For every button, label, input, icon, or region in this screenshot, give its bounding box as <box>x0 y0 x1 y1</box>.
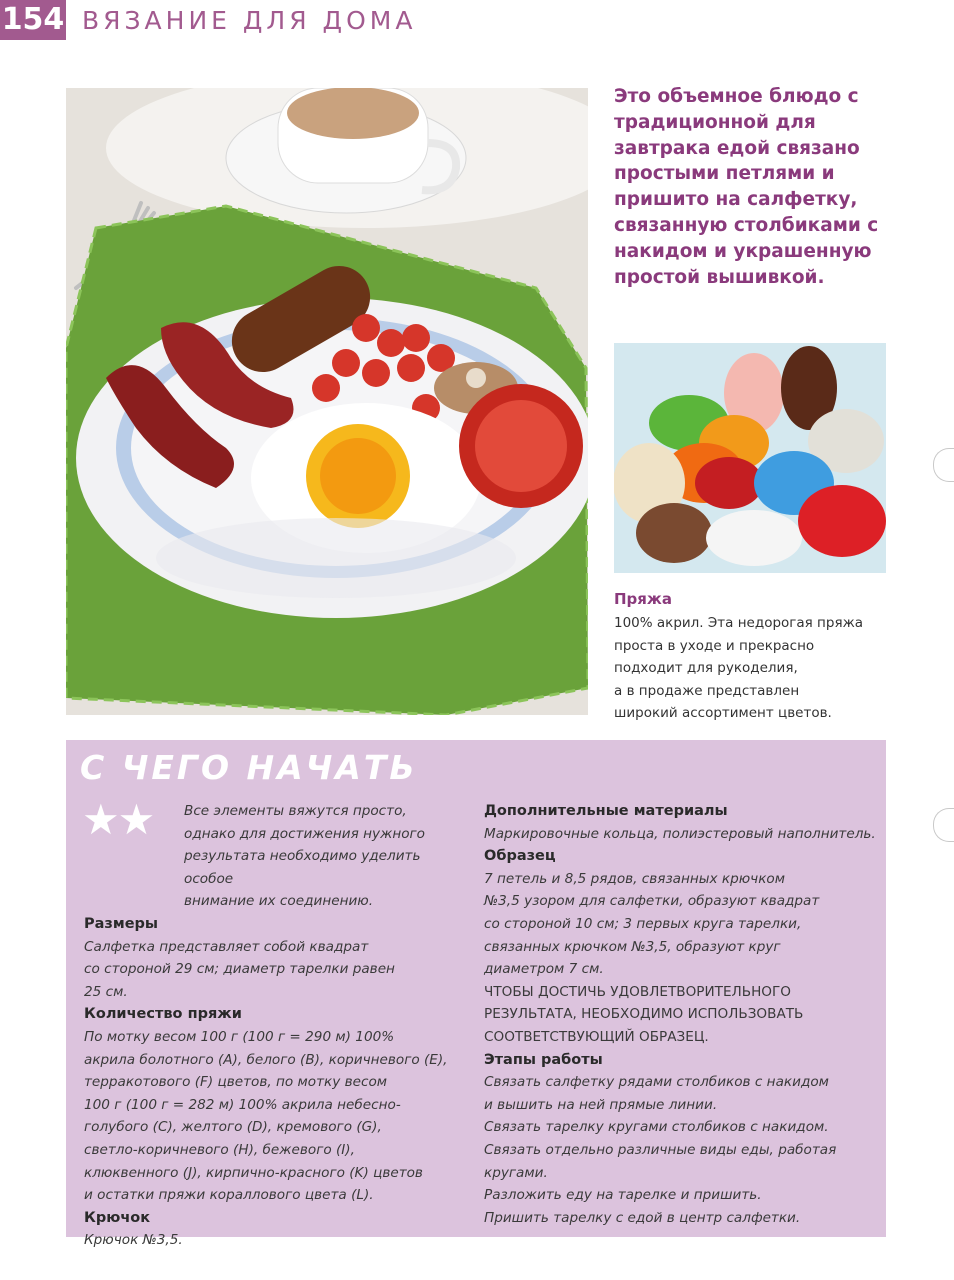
page-number: 154 <box>0 0 66 40</box>
sizes-heading: Размеры <box>84 915 159 932</box>
hook-text: Крючок №3,5. <box>84 1232 183 1249</box>
page-header <box>0 0 954 42</box>
yarn-heading: Пряжа <box>614 590 672 608</box>
yarn-photo <box>614 343 886 573</box>
sizes-text: Салфетка представляет собой квадрат со стороной 29 см; диаметр тарелки равен 25 см. <box>84 938 395 1000</box>
binder-hole <box>933 808 954 842</box>
steps-heading: Этапы работы <box>484 1051 603 1068</box>
section-title: ВЯЗАНИЕ ДЛЯ ДОМА <box>82 6 417 35</box>
gauge-heading: Образец <box>484 848 556 865</box>
breakfast-photo <box>66 88 588 715</box>
intro-text: Это объемное блюдо с традиционной для завтрака едой связано простыми петлями и пришито на салфетку, связанную столбиками с накидом и украшенную простой вышивкой. <box>614 86 879 288</box>
difficulty-text: Все элементы вяжутся просто, однако для достижения нужного результата необходимо уделить особое внимание их соединению. <box>184 803 425 910</box>
steps-text: Связать салфетку рядами столбиков с накидом и вышить на ней прямые линии. Связать тарелку кругами столбиков с накидом. Связать отдельно различные виды еды, работая кругами. Разложить еду на тарелке и пришить. Пришить тарелку с едой в центр салфетки. <box>484 1074 837 1226</box>
gauge-text: 7 петель и 8,5 рядов, связанных крючком №3,5 узором для салфетки, образуют квадрат со стороной 10 см; 3 первых круга тарелки, связанных крючком №3,5, образуют круг диаметром 7 см. <box>484 870 820 978</box>
getting-started-title: С ЧЕГО НАЧАТЬ <box>80 748 418 787</box>
yarn-amount-heading: Количество пряжи <box>84 1006 242 1023</box>
yarn-amount-text: По мотку весом 100 г (100 г = 290 м) 100% акрила болотного (A), белого (B), коричневого (E), терракотового (F) цветов, по мотку весом 100 г (100 г = 282 м) 100% акрила небесно- голубого (C), желтого (D), кремового (G), светло-коричневого (H), бежевого (I), клюквенного (J), кирпично-красного (K) цветов и остатки пряжи кораллового цвета (L). <box>84 1028 448 1204</box>
yarn-description: 100% акрил. Эта недорогая пряжа проста в уходе и прекрасно подходит для рукоделия, а в продаже представлен широкий ассортимент цветов. <box>614 615 864 721</box>
binder-hole <box>933 448 954 482</box>
difficulty-stars-icon: ★★ <box>82 795 154 844</box>
extra-materials-heading: Дополнительные материалы <box>484 803 728 819</box>
left-column <box>82 795 454 1252</box>
extra-materials-text: Маркировочные кольца, полиэстеровый наполнитель. <box>484 825 876 842</box>
gauge-note: ЧТОБЫ ДОСТИЧЬ УДОВЛЕТВОРИТЕЛЬНОГО РЕЗУЛЬТАТА, НЕОБХОДИМО ИСПОЛЬЗОВАТЬ СООТВЕТСТВУЮЩИЙ ОБРАЗЕЦ. <box>484 983 804 1045</box>
right-column <box>484 800 880 1229</box>
hook-heading: Крючок <box>84 1209 151 1226</box>
